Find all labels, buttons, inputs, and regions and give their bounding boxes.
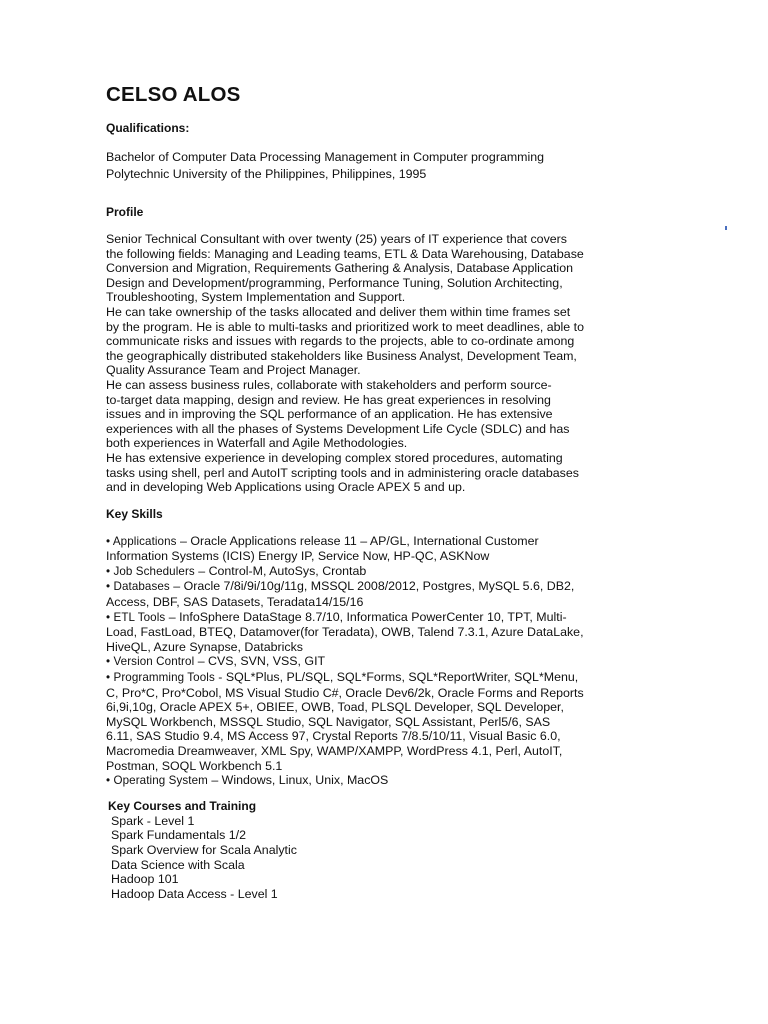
skill-details: – Oracle 7/8i/9i/10g/11g, MSSQL 2008/2012, Postgres, MySQL 5.6, DB2, Access, DBF, SAS Datasets, Teradata14/15/16 (106, 579, 575, 610)
stray-mark (725, 226, 727, 230)
course-item: Hadoop Data Access - Level 1 (111, 886, 278, 901)
skill-category: • Job Schedulers (106, 564, 195, 578)
skill-item (106, 579, 626, 609)
skill-details: – InfoSphere DataStage 8.7/10, Informatica PowerCenter 10, TPT, Multi- Load, FastLoad, BTEQ, Datamover(for Teradata), OWB, Talend 7.3.1, Azure DataLake, HiveQL, Azure Synapse, Databricks (106, 609, 584, 654)
course-item: Data Science with Scala (111, 857, 245, 872)
skill-category: • Operating System (106, 774, 208, 788)
course-item: Spark Fundamentals 1/2 (111, 828, 246, 843)
course-item: Spark - Level 1 (111, 813, 195, 828)
skill-details: – Control-M, AutoSys, Crontab (194, 563, 367, 578)
skill-details: – Windows, Linux, Unix, MacOS (207, 773, 389, 788)
profile-text: Senior Technical Consultant with over twenty (25) years of IT experience that covers the following fields: Managing and Leading teams, ETL & Data Warehousing, Database Conversion and Migration, Requirements Gathering & Analysis, Database Application Design and Development/programming, Performance Tuning, Solution Architecting, Troubleshooting, System Implementation and Support. He can take ownership of the tasks allocated and deliver them within time frames set by the program. He is able to multi-tasks and prioritized work to meet deadlines, able to communicate risks and issues with regards to the projects, able to co-ordinate among the geographically distributed stakeholders like Business Analyst, Development Team, Quality Assurance Team and Project Manager. He can assess business rules, collaborate with stakeholders and perform source- to-target data mapping, design and review. He has great experiences in resolving issues and in improving the SQL performance of an application. He has extensive experiences with all the phases of Systems Development Life Cycle (SDLC) and has both experiences in Waterfall and Agile Methodologies. He has extensive experience in developing complex stored procedures, automating tasks using shell, perl and AutoIT scripting tools and in administering oracle databases and in developing Web Applications using Oracle APEX 5 and up. (106, 232, 584, 495)
resume-page (106, 82, 626, 901)
skill-category: • ETL Tools (106, 610, 166, 624)
qualifications-heading: Qualifications: (106, 121, 190, 135)
skill-item (106, 610, 626, 655)
candidate-name: CELSO ALOS (106, 83, 241, 106)
skill-item (106, 773, 626, 789)
profile-heading: Profile (106, 205, 144, 219)
skill-details: - SQL*Plus, PL/SQL, SQL*Forms, SQL*ReportWriter, SQL*Menu, C, Pro*C, Pro*Cobol, MS Visual Studio C#, Oracle Dev6/2k, Oracle Forms and Reports 6i,9i,10g, Oracle APEX 5+, OBIEE, OWB, Toad, PLSQL Developer, SQL Developer, MySQL Workbench, MSSQL Studio, SQL Navigator, SQL Assistant, Perl5/6, SAS 6.11, SAS Studio 9.4, MS Access 97, Crystal Reports 7/8.5/10/11, Visual Basic 6.0, Macromedia Dreamweaver, XML Spy, WAMP/XAMPP, WordPress 4.1, Perl, AutoIT, Postman, SOQL Workbench 5.1 (106, 670, 584, 773)
skill-category: • Applications (106, 534, 177, 548)
course-item: Spark Overview for Scala Analytic (111, 842, 297, 857)
skill-item (106, 654, 626, 670)
skill-item (106, 670, 626, 773)
skill-category: • Version Control (106, 655, 195, 669)
course-item: Hadoop 101 (111, 872, 179, 887)
skill-details: – Oracle Applications release 11 – AP/GL, International Customer Information Systems (ICIS) Energy IP, Service Now, HP-QC, ASKNow (106, 533, 539, 564)
skill-category: • Programming Tools (106, 671, 215, 685)
courses-heading: Key Courses and Training (108, 798, 257, 813)
courses-list (111, 814, 626, 902)
skill-item (106, 534, 626, 564)
key-skills-heading: Key Skills (106, 506, 163, 521)
key-skills-list (106, 534, 626, 789)
skill-category: • Databases (106, 580, 170, 594)
skill-details: – CVS, SVN, VSS, GIT (194, 654, 326, 669)
skill-item (106, 564, 626, 580)
qualifications-text: Bachelor of Computer Data Processing Management in Computer programming Polytechnic University of the Philippines, Philippines, 1995 (106, 150, 545, 181)
